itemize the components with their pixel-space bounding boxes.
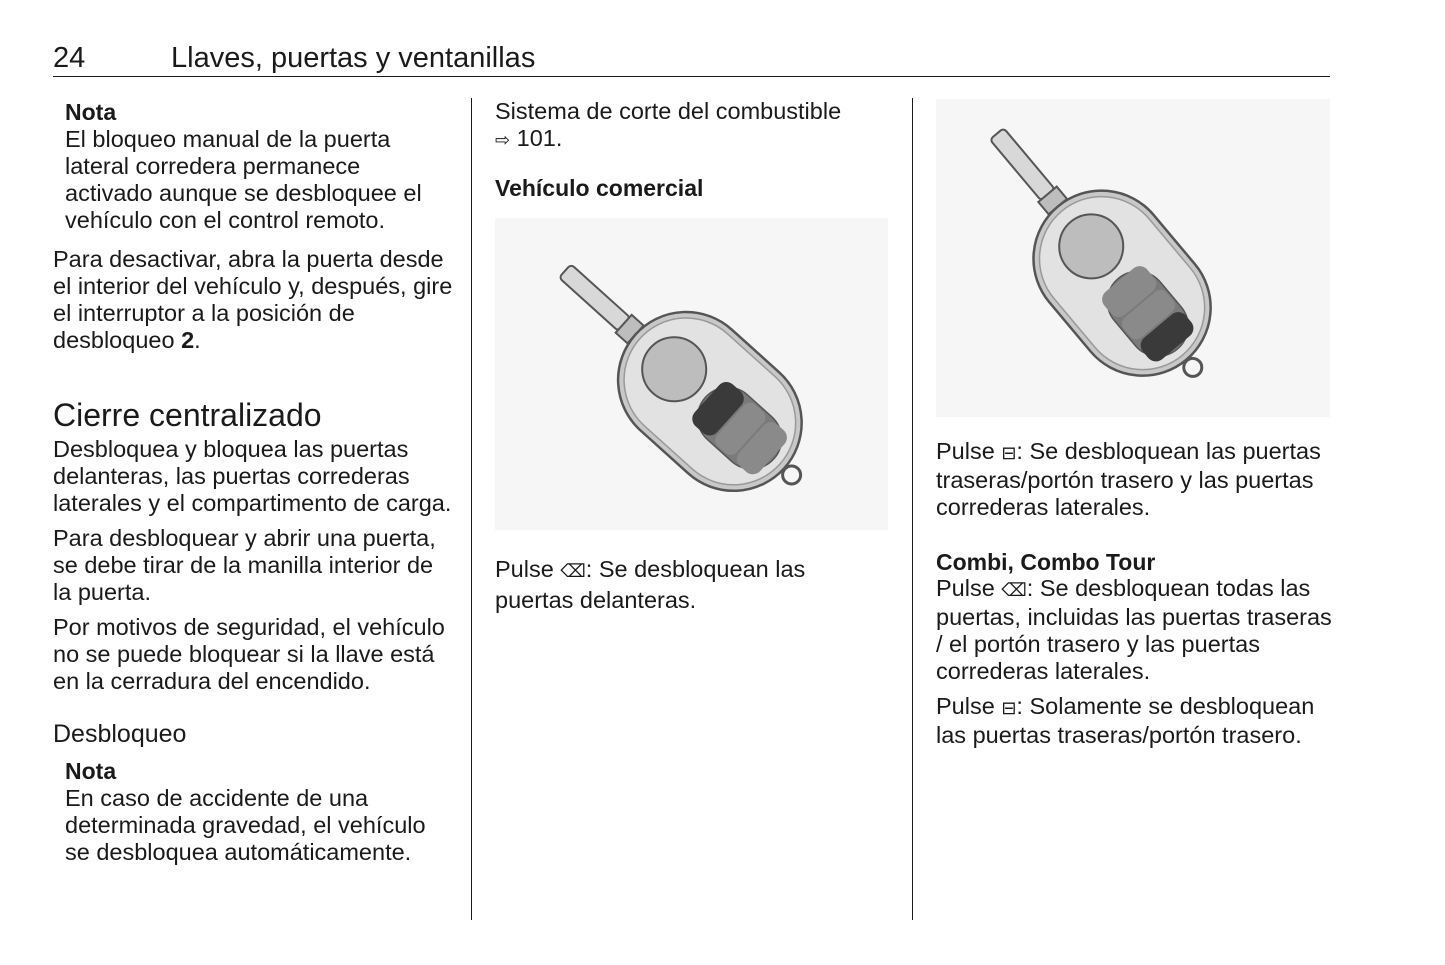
note-accident xyxy=(53,757,453,866)
key-fob-drawing xyxy=(936,99,1330,417)
para-central-locking: Desbloquea y bloquea las puertas delanteras, las puertas correderas laterales y el compartimento de carga. xyxy=(53,436,452,516)
para-pulse: Pulse xyxy=(936,693,1002,719)
para-deactivate-end: . xyxy=(194,327,201,353)
fuel-cut-text: Sistema de corte del combustible xyxy=(495,98,842,124)
note-label: Nota xyxy=(65,758,117,784)
page-number: 24 xyxy=(53,42,86,74)
caption-text: : Se desbloquean las puertas traseras/portón trasero y las puertas correderas laterales. xyxy=(936,438,1321,520)
para-deactivate-text: Para desactivar, abra la puerta desde el interior del vehículo y, después, gire el interruptor a la posición de desbloqueo xyxy=(53,246,453,353)
heading-commercial-vehicle: Vehículo comercial xyxy=(495,175,704,201)
key-blade xyxy=(559,264,630,331)
caption-pulse: Pulse xyxy=(495,556,561,582)
unlock-front-icon: ⌫ xyxy=(560,561,586,582)
caption-text: : Se desbloquean las puertas delanteras. xyxy=(495,556,806,613)
note-text: El bloqueo manual de la puerta lateral corredera permanece activado aunque se desbloquee el vehículo con el control remoto. xyxy=(65,126,422,233)
column-2 xyxy=(495,98,890,202)
note-label: Nota xyxy=(65,99,117,125)
heading-combi: Combi, Combo Tour xyxy=(936,549,1156,575)
unlock-front-icon: ⌫ xyxy=(1001,580,1027,601)
unlock-rear-icon: ⊟ xyxy=(1001,443,1017,464)
page-header xyxy=(53,40,1330,77)
para-fuel-cut xyxy=(495,98,890,154)
column-3 xyxy=(936,438,1336,757)
para-pulse: Pulse xyxy=(936,575,1002,601)
column-divider-2 xyxy=(912,98,913,920)
para-safety: Por motivos de seguridad, el vehículo no se puede bloquear si la llave está en la cerradura del encendido. xyxy=(53,614,445,694)
para-combi-all xyxy=(936,575,1336,685)
para-text: : Se desbloquean todas las puertas, incluidas las puertas traseras / el portón trasero y las puertas correderas laterales. xyxy=(936,575,1332,684)
para-combi-rear xyxy=(936,693,1336,749)
note-text: En caso de accidente de una determinada gravedad, el vehículo se desbloquea automáticamente. xyxy=(65,785,426,865)
para-deactivate xyxy=(53,246,453,354)
caption-commercial xyxy=(495,555,890,614)
para-unlock-open: Para desbloquear y abrir una puerta, se debe tirar de la manilla interior de la puerta. xyxy=(53,525,436,605)
key-fob-illustration-rear xyxy=(936,99,1330,417)
column-1 xyxy=(53,98,453,874)
key-blade xyxy=(990,128,1055,201)
key-fob-illustration-commercial xyxy=(495,218,888,530)
page-reference-icon: ⇨ xyxy=(495,130,511,151)
caption-pulse: Pulse xyxy=(936,438,1002,464)
heading-unlocking: Desbloqueo xyxy=(53,720,187,748)
unlock-rear-icon: ⊟ xyxy=(1001,698,1017,719)
note-manual-lock xyxy=(53,98,453,234)
column-divider-1 xyxy=(471,98,472,920)
position-number: 2 xyxy=(181,327,195,353)
key-fob-drawing xyxy=(495,218,888,530)
page-title: Llaves, puertas y ventanillas xyxy=(171,42,536,74)
heading-central-locking: Cierre centralizado xyxy=(53,397,322,433)
page-reference: 101. xyxy=(516,125,563,151)
caption-rear xyxy=(936,438,1336,521)
para-text: : Solamente se desbloquean las puertas traseras/portón trasero. xyxy=(936,693,1315,748)
